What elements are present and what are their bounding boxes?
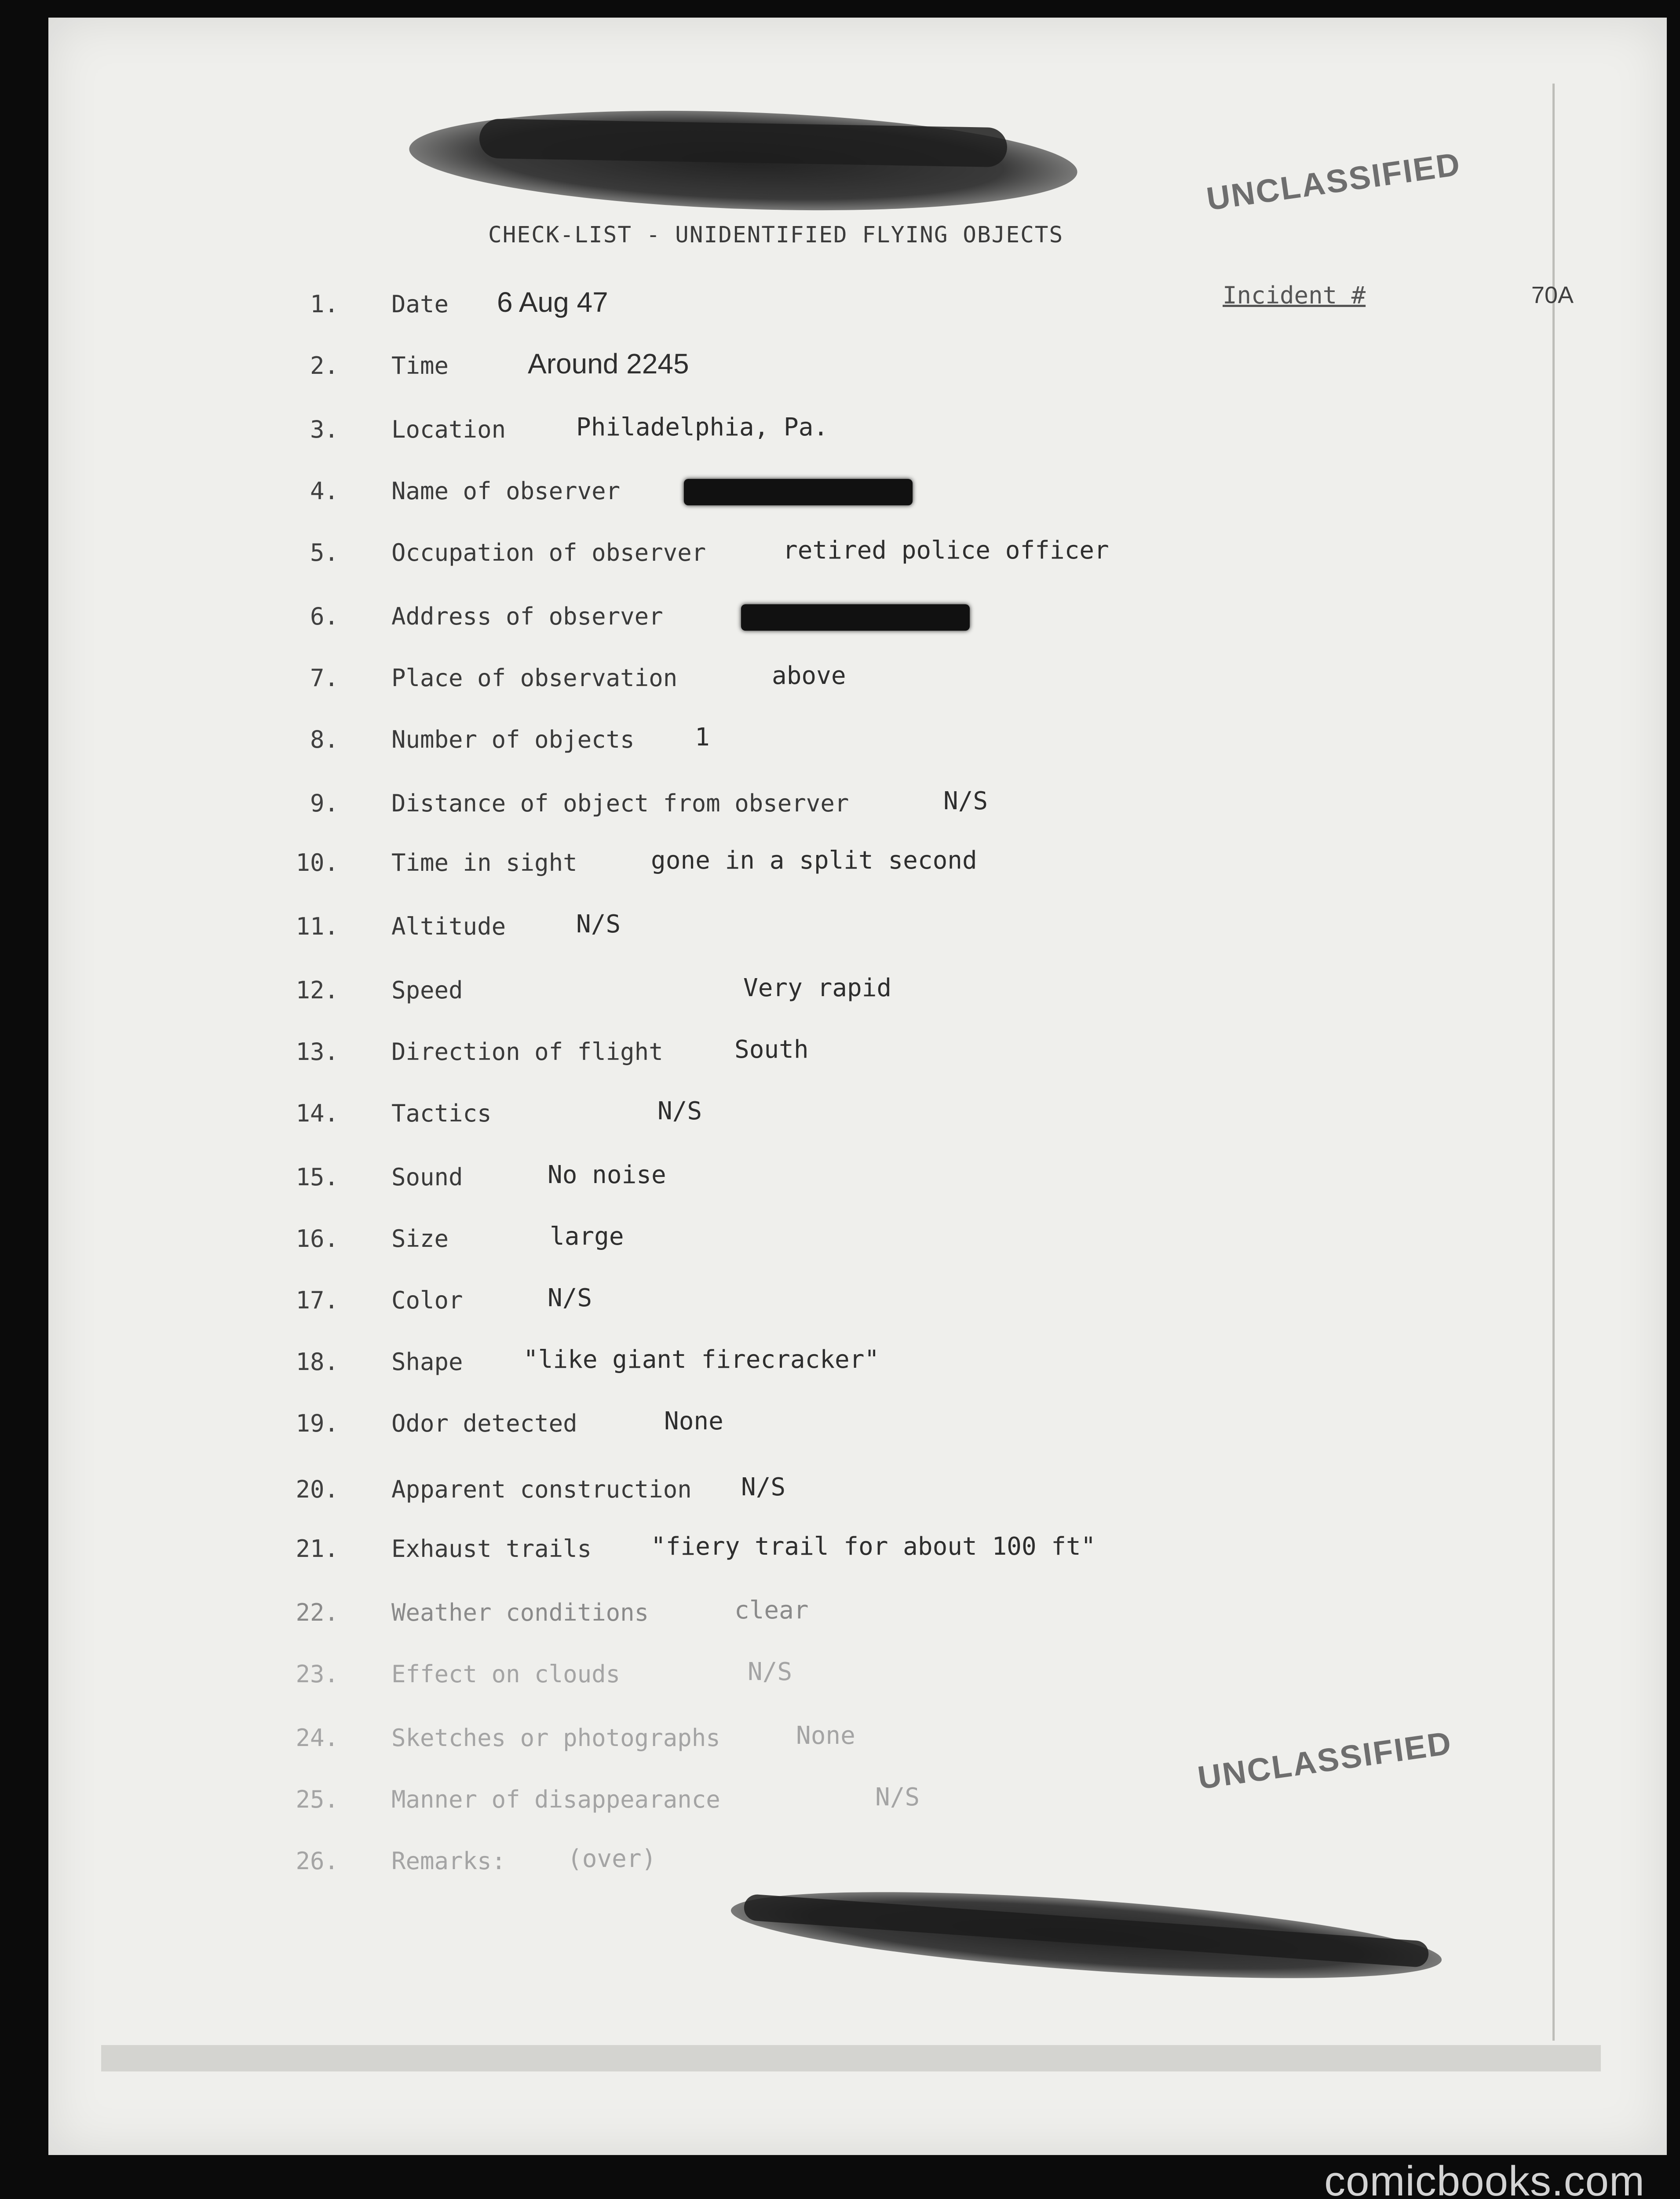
watermark: comicbooks.com — [1324, 2158, 1645, 2199]
item-number: 18. — [296, 1348, 339, 1376]
incident-label: Incident # — [1223, 281, 1366, 309]
item-label: Direction of flight — [391, 1038, 663, 1066]
item-label: Size — [391, 1225, 449, 1253]
unclassified-stamp-top: UNCLASSIFIED — [1204, 145, 1464, 218]
item-value: Very rapid — [743, 974, 892, 1002]
redaction-bar — [741, 604, 970, 631]
item-number: 6. — [310, 603, 339, 630]
item-value: N/S — [576, 910, 621, 939]
item-number: 17. — [296, 1286, 339, 1314]
item-number: 2. — [310, 352, 339, 380]
item-number: 3. — [310, 416, 339, 443]
item-number: 26. — [296, 1847, 339, 1875]
item-number: 21. — [296, 1535, 339, 1563]
item-value: N/S — [741, 1473, 786, 1501]
item-label: Address of observer — [391, 603, 663, 630]
item-label: Odor detected — [391, 1410, 577, 1437]
item-label: Weather conditions — [391, 1599, 649, 1626]
document-page — [48, 18, 1667, 2155]
incident-number — [1223, 281, 1574, 309]
item-value: N/S — [875, 1783, 920, 1812]
item-label: Location — [391, 416, 506, 443]
item-number: 5. — [310, 539, 339, 566]
item-value: large — [550, 1222, 624, 1251]
item-value: N/S — [657, 1097, 702, 1125]
item-label: Date — [391, 290, 449, 318]
item-label: Name of observer — [391, 477, 621, 505]
item-number: 25. — [296, 1786, 339, 1813]
item-value: (over) — [567, 1845, 657, 1873]
item-label: Shape — [391, 1348, 463, 1376]
item-value: None — [664, 1407, 723, 1436]
item-number: 19. — [296, 1410, 339, 1437]
item-value: None — [796, 1721, 855, 1750]
item-label: Distance of object from observer — [391, 789, 849, 817]
item-value: N/S — [943, 787, 988, 815]
item-number: 4. — [310, 477, 339, 505]
item-number: 14. — [296, 1100, 339, 1127]
item-value: N/S — [748, 1658, 793, 1686]
item-label: Altitude — [391, 913, 506, 940]
item-label: Number of objects — [391, 726, 635, 753]
item-value: "fiery trail for about 100 ft" — [651, 1532, 1096, 1561]
item-number: 15. — [296, 1163, 339, 1191]
scan-edge-strip — [101, 2045, 1601, 2071]
item-number: 1. — [310, 290, 339, 318]
unclassified-stamp-bottom: UNCLASSIFIED — [1195, 1724, 1455, 1797]
item-label: Sketches or photographs — [391, 1724, 720, 1752]
item-value: South — [734, 1035, 809, 1064]
item-value: Philadelphia, Pa. — [576, 413, 829, 442]
item-label: Occupation of observer — [391, 539, 706, 566]
item-label: Color — [391, 1286, 463, 1314]
item-number: 24. — [296, 1724, 339, 1752]
item-value: above — [772, 661, 846, 690]
item-number: 20. — [296, 1476, 339, 1503]
item-number: 11. — [296, 913, 339, 940]
item-number: 16. — [296, 1225, 339, 1253]
item-value: N/S — [548, 1284, 592, 1312]
item-label: Speed — [391, 976, 463, 1004]
item-label: Time in sight — [391, 849, 577, 877]
item-label: Time — [391, 352, 449, 380]
item-value: clear — [734, 1596, 809, 1625]
item-number: 13. — [296, 1038, 339, 1066]
item-number: 23. — [296, 1660, 339, 1688]
item-value: No noise — [548, 1161, 666, 1189]
item-label: Apparent construction — [391, 1476, 692, 1503]
item-number: 9. — [310, 789, 339, 817]
item-label: Tactics — [391, 1100, 492, 1127]
item-value: gone in a split second — [651, 846, 977, 875]
item-label: Manner of disappearance — [391, 1786, 720, 1813]
item-number: 12. — [296, 976, 339, 1004]
item-label: Sound — [391, 1163, 463, 1191]
item-label: Exhaust trails — [391, 1535, 592, 1563]
item-label: Effect on clouds — [391, 1660, 621, 1688]
incident-value: 70A — [1531, 282, 1574, 308]
item-number: 22. — [296, 1599, 339, 1626]
document-title: CHECK-LIST - UNIDENTIFIED FLYING OBJECTS — [488, 222, 1064, 248]
item-value: retired police officer — [783, 536, 1109, 565]
page-edge-line — [1552, 84, 1555, 2041]
item-value: 6 Aug 47 — [497, 286, 608, 318]
item-number: 7. — [310, 664, 339, 692]
item-number: 10. — [296, 849, 339, 877]
item-label: Place of observation — [391, 664, 678, 692]
item-number: 8. — [310, 726, 339, 753]
redaction-bar — [684, 479, 913, 505]
item-value: Around 2245 — [528, 348, 689, 380]
item-label: Remarks: — [391, 1847, 506, 1875]
item-value: "like giant firecracker" — [523, 1345, 880, 1374]
item-value: 1 — [695, 723, 710, 752]
